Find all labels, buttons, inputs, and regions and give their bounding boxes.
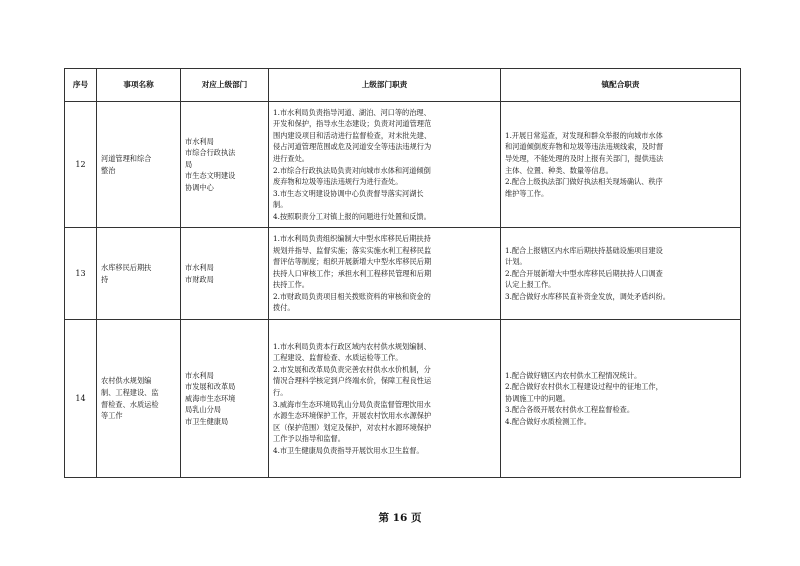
cell-line: 1.市水利局负责指导河道、湖泊、河口等的治理、 xyxy=(273,107,431,117)
cell-line: 2.配合做好农村供水工程建设过程中的征地工作， xyxy=(505,382,663,392)
item-name-cell xyxy=(97,228,181,320)
cell-line: 威海市生态环境 xyxy=(185,393,236,403)
cell-line: 规划并指导、监督实施；落实实施水利工程移民监 xyxy=(273,245,432,255)
cell-line: 2.市发展和改革局负责完善农村供水水价机制，分 xyxy=(273,364,431,374)
cell-line: 局 xyxy=(185,159,193,169)
cell-line: 2.配合开展新增大中型水库移民后期扶持人口调查 xyxy=(505,268,663,278)
cell-line: 和河道倾倒废弃物和垃圾等违法违规线索，及时督 xyxy=(505,142,664,152)
cell-line: 开发和保护，指导水生态建设；负责对河道管理范 xyxy=(273,119,432,129)
cell-line: 1.配合上报辖区内水库后期扶持基础设施项目建设 xyxy=(505,245,663,255)
cell-line: 1.市水利局负责本行政区域内农村供水规划编制、 xyxy=(273,341,431,351)
town-duty-cell xyxy=(501,102,741,228)
town-duty-cell xyxy=(501,320,741,478)
town-duty-cell xyxy=(501,228,741,320)
cell-line: 废弃物和垃圾等违法违规行为进行查处。 xyxy=(273,177,403,187)
cell-line: 整治 xyxy=(101,165,116,175)
table-row xyxy=(65,228,741,320)
upper-dept-cell xyxy=(181,320,269,478)
table-body xyxy=(65,102,741,478)
table-row xyxy=(65,102,741,228)
cell-line: 4.市卫生健康局负责指导开展饮用水卫生监督。 xyxy=(273,445,424,455)
page-number: 第 16 页 xyxy=(378,512,422,524)
cell-line: 等工作 xyxy=(101,411,123,421)
cell-line: 市水利局 xyxy=(185,262,214,272)
cell-line: 局乳山分局 xyxy=(185,405,221,415)
cell-line: 围内建设项目和活动进行监督检查，对未批先建、 xyxy=(273,130,432,140)
cell-line: 4.配合做好水质检测工作。 xyxy=(505,416,591,426)
cell-line: 持 xyxy=(101,274,109,284)
header-upper-duty: 上级部门职责 xyxy=(269,69,501,102)
header-town-duty: 镇配合职责 xyxy=(501,69,741,102)
cell-line: 3.配合各级开展农村供水工程监督检查。 xyxy=(505,405,635,415)
cell-line: 制。 xyxy=(273,200,288,210)
cell-line: 督评估等制度；组织开展新增大中型水库移民后期 xyxy=(273,257,432,267)
table-row xyxy=(65,320,741,478)
upper-duty-cell xyxy=(269,102,501,228)
cell-line: 市财政局 xyxy=(185,274,214,284)
cell-line: 4.按照职责分工对镇上报的问题进行处置和反馈。 xyxy=(273,211,431,221)
cell-line: 维护等工作。 xyxy=(505,188,549,198)
cell-line: 1.市水利局负责组织编制大中型水库移民后期扶持 xyxy=(273,233,431,243)
cell-line: 主体、位置、种类、数量等信息。 xyxy=(505,165,613,175)
cell-line: 进行查处。 xyxy=(273,153,309,163)
cell-line: 侵占河道管理范围或危及河道安全等违法违规行为 xyxy=(273,142,432,152)
cell-line: 市生态文明建设 xyxy=(185,171,236,181)
cell-line: 水源生态环境保护工作，开展农村饮用水水源保护 xyxy=(273,411,432,421)
cell-line: 导处理，不能处理的及时上报有关部门，提供违法 xyxy=(505,153,664,163)
cell-line: 市发展和改革局 xyxy=(185,382,236,392)
upper-duty-cell xyxy=(269,228,501,320)
cell-line: 制、工程建设、监 xyxy=(101,387,159,397)
upper-dept-cell xyxy=(181,228,269,320)
cell-line: 3.市生态文明建设协调中心负责督导落实河湖长 xyxy=(273,188,424,198)
cell-line: 行。 xyxy=(273,387,288,397)
header-upper-dept: 对应上级部门 xyxy=(181,69,269,102)
cell-line: 市水利局 xyxy=(185,370,214,380)
cell-line: 拨付。 xyxy=(273,303,295,313)
header-item-name: 事项名称 xyxy=(97,69,181,102)
row-number: 13 xyxy=(65,228,97,320)
cell-line: 3.威海市生态环境局乳山分局负责监督管理饮用水 xyxy=(273,399,431,409)
row-number: 12 xyxy=(65,102,97,228)
cell-line: 市综合行政执法 xyxy=(185,148,236,158)
item-name-cell xyxy=(97,102,181,228)
cell-line: 协调中心 xyxy=(185,182,214,192)
cell-line: 市卫生健康局 xyxy=(185,416,229,426)
table-header-row xyxy=(65,69,741,102)
cell-line: 协调施工中的问题。 xyxy=(505,393,570,403)
header-no: 序号 xyxy=(65,69,97,102)
cell-line: 督检查、水质运检 xyxy=(101,399,159,409)
cell-line: 2.配合上级执法部门做好执法相关现场确认、秩序 xyxy=(505,177,663,187)
cell-line: 认定上报工作。 xyxy=(505,280,556,290)
cell-line: 扶持人口审核工作；承担水利工程移民管理和后期 xyxy=(273,268,432,278)
cell-line: 工程建设、监督检查、水质运检等工作。 xyxy=(273,353,403,363)
cell-line: 工作予以指导和监督。 xyxy=(273,434,345,444)
cell-line: 河道管理和综合 xyxy=(101,153,152,163)
cell-line: 市水利局 xyxy=(185,136,214,146)
upper-duty-cell xyxy=(269,320,501,478)
upper-dept-cell xyxy=(181,102,269,228)
cell-line: 扶持工作。 xyxy=(273,280,309,290)
cell-line: 2.市综合行政执法局负责对向城市水体和河道倾倒 xyxy=(273,165,431,175)
cell-line: 1.开展日常巡查，对发现和群众举报的向城市水体 xyxy=(505,130,663,140)
row-number: 14 xyxy=(65,320,97,478)
cell-line: 水库移民后期扶 xyxy=(101,262,152,272)
cell-line: 计划。 xyxy=(505,257,527,267)
cell-line: 3.配合做好水库移民直补资金发放，调处矛盾纠纷。 xyxy=(505,291,670,301)
cell-line: 农村供水规划编 xyxy=(101,376,152,386)
cell-line: 情况合理科学核定到户终端水价，保障工程良性运 xyxy=(273,376,432,386)
responsibility-table xyxy=(64,68,741,478)
cell-line: 1.配合做好辖区内农村供水工程情况统计。 xyxy=(505,370,642,380)
cell-line: 区（保护范围）划定及保护，对农村水源环境保护 xyxy=(273,422,432,432)
item-name-cell xyxy=(97,320,181,478)
cell-line: 2.市财政局负责项目相关拨账资料的审核和资金的 xyxy=(273,291,431,301)
